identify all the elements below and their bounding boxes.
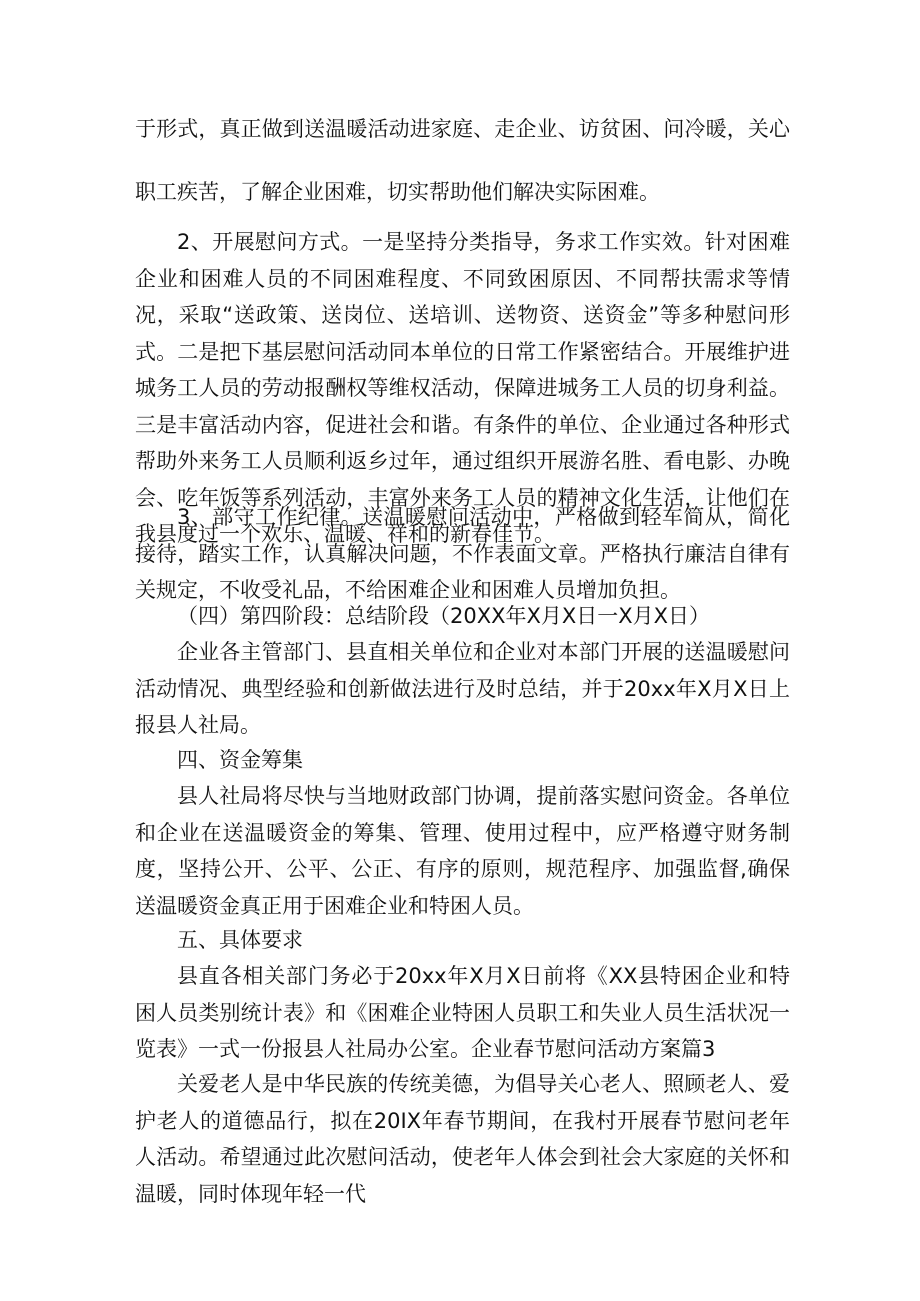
section-heading-stage-4: （四）第四阶段：总结阶段（20XX年X月X日一X月X日） [177,604,711,628]
paragraph-summary: 企业各主管部门、县直相关单位和企业对本部门开展的送温暖慰问活动情况、典型经验和创新做法进行及时总结，并于20xx年X月X日上报县人社局。 [135,640,790,737]
paragraph-item-3: 3、部守工作纪律。送温暖慰问活动中，严格做到轻车简从，简化接待，踏实工作，认真解决问题，不作表面文章。严格执行廉洁自律有关规定，不收受礼品，不给困难企业和困难人员增加负担。 [135,505,790,602]
paragraph-continued: 于形式，真正做到送温暖活动进家庭、走企业、访贫困、问冷暖，关心职工疾苦，了解企业困难，切实帮助他们解决实际困难。 [135,117,790,204]
paragraph-requirements: 县直各相关部门务必于20xx年X月X日前将《XX县特困企业和特困人员类别统计表》和《困难企业特困人员职工和失业人员生活状况一览表》一式一份报县人社局办公室。企业春节慰问活动方案篇3 [135,964,790,1061]
paragraph-elderly-care: 关爱老人是中华民族的传统美德，为倡导关心老人、照顾老人、爱护老人的道德品行，拟在20IX年春节期间，在我村开展春节慰问老年人活动。希望通过此次慰问活动，使老年人体会到社会大家庭的关怀和温暖，同时体现年轻一代 [135,1072,790,1206]
section-heading-requirements: 五、具体要求 [177,928,303,952]
paragraph-item-2: 2、开展慰问方式。一是坚持分类指导，务求工作实效。针对困难企业和困难人员的不同困难程度、不同致困原因、不同帮扶需求等情况，采取“送政策、送岗位、送培训、送物资、送资金”等多种慰问形式。二是把下基层慰问活动同本单位的日常工作紧密结合。开展维护进城务工人员的劳动报酬权等维权活动，保障进城务工人员的切身利益。三是丰富活动内容，促进社会和谐。有条件的单位、企业通过各种形式帮助外来务工人员顺利返乡过年，通过组织开展游名胜、看电影、办晚会、吃年饭等系列活动，丰富外来务工人员的精神文化生活，让他们在我县度过一个欢乐、温暖、祥和的新春佳节。 [135,230,790,546]
paragraph-funding: 县人社局将尽快与当地财政部门协调，提前落实慰问资金。各单位和企业在送温暖资金的筹集、管理、使用过程中，应严格遵守财务制度，坚持公开、公平、公正、有序的原则，规范程序、加强监督,确保送温暖资金真正用于困难企业和特困人员。 [135,784,790,918]
section-heading-funding: 四、资金筹集 [177,748,303,772]
